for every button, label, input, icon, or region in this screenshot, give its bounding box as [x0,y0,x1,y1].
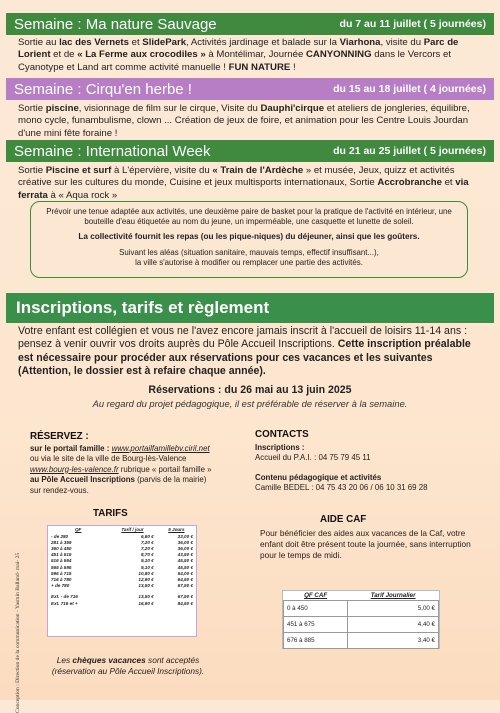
tarifs-cell: - de 280 [51,533,69,539]
intro-bold: Cette inscription préalable est nécessaire pour procéder aux réservations pour ces vacances et les suivantes [18,338,471,364]
cheques-line-2: (réservation au Pôle Accueil Inscriptions). [51,666,205,676]
inscriptions-label: Inscriptions : [255,443,305,452]
tarifs-cell: 13,50 € [138,594,154,600]
tarifs-cell: Ext. - de 716 [51,594,78,600]
tarifs-cell: 596 à 715 [51,570,72,576]
week-banner [6,78,494,100]
caf-cell: 3,40 € [348,633,439,649]
notice-meals: La collectivité fournit les repas (ou les pique-niques) du déjeuner, ainsi que les goûters. [78,232,420,241]
side-credit: Conception : Direction de la communication - Yasmin Balland- mai- 25 [15,552,21,713]
tarifs-cell: 281 à 359 [51,539,72,545]
tarifs-cell: 7,20 € [140,539,154,545]
notice-conditions: Suivant les aléas (situation sanitaire, mauvais temps, effectif insuffisant...), [119,248,379,257]
week-description-part: et [128,37,143,48]
pedagogy-label: Contenu pédagogique et activités [255,472,382,482]
cheques-line [28,655,228,666]
city-link[interactable]: www.bourg-les-valence.fr [30,464,119,474]
week-description-part: SlidePark [142,37,187,48]
cheques-note [28,655,228,677]
caf-cell: 676 à 885 [284,633,348,649]
week-description-part: Viarhona [339,37,381,48]
week-description-part: , visite du [380,37,424,48]
pedagogy-phone: Camille BEDEL : 04 75 43 20 06 / 06 10 31 69 28 [255,483,428,493]
week-description-part: ! [290,61,296,73]
week-description-part: Sortie [18,103,46,114]
week-description-part: Parc de Lorient [18,37,459,61]
contacts-block [255,443,485,494]
week-description-part: à Montélimar, Journée [205,49,306,61]
caf-cell: 5,00 € [348,601,439,617]
caf-row [284,617,439,633]
caf-table [283,591,439,649]
tarifs-cell: 451 à 515 [51,552,72,558]
week-description-part: « Train de l'Ardèche [212,165,304,176]
tarifs-header: Tarif / jour [121,527,144,532]
tarifs-cell: 10,80 € [138,570,154,576]
caf-header: QF CAF [284,591,348,601]
caf-title: AIDE CAF [320,514,367,525]
week-description-part: et [441,177,456,189]
caf-row [284,633,439,649]
tarifs-cell: 360 à 450 [51,545,72,551]
caf-table-box [282,590,440,649]
week-dates: du 7 au 11 juillet ( 5 journées) [339,18,486,30]
tarifs-cell: 8,70 € [140,552,154,558]
week-description-part: lac des Vernets [59,37,129,48]
tarifs-cell: 45,50 € [177,564,193,570]
week-description-part: FUN NATURE [228,61,291,73]
intro-text: Votre enfant est collégien et vous ne l'avez encore jamais inscrit à l'accueil de loisirs 11-14 ans : pensez à venir ouvrir vos droits auprès du Pôle Accueil Inscriptions. [18,325,468,351]
tarifs-cell: 565 à 595 [51,564,72,570]
week-description-part: CANYONNING [305,49,372,61]
week-description-part: Accrobranche [377,177,442,189]
tarifs-cell: 16,90 € [138,600,154,606]
tarifs-title: TARIFS [93,508,128,519]
week-banner [6,140,494,162]
week-description-part: Piscine et surf [45,165,112,176]
notice-conditions-2: la ville s'autorise à modifier ou remplacer une partie des activités. [135,258,363,267]
tarifs-cell: 67,50 € [177,594,193,600]
tarifs-cell: 67,50 € [177,583,193,589]
week-title: Semaine : Cirqu'en herbe ! [14,80,192,98]
caf-text: Pour bénéficier des aides aux vacances de la Caf, votre enfant doit être présent toute la journée, sans interruption pour le temps de midi. [260,528,471,560]
tarifs-cell: 45,50 € [177,558,193,564]
tarifs-cell: 36,00 € [177,545,193,551]
city-link-line [30,465,245,475]
week-description-part: Sortie [18,165,46,176]
week-description-part: « La Ferme aux crocodiles » [77,49,206,61]
reservation-advice: Au regard du projet pédagogique, il est préférable de réserver à la semaine. [92,398,408,409]
tarifs-cell: 33,00 € [177,533,193,539]
caf-cell: 451 à 675 [284,617,348,633]
intro-paren: (Attention, le dossier est à refaire chaque année). [18,365,266,378]
week-description [18,165,480,202]
tarifs-table-box [47,525,197,637]
contacts-title: CONTACTS [255,429,309,440]
tarifs-cell: 13,50 € [138,583,154,589]
notice-equipment: Prévoir une tenue adaptée aux activités, une deuxième paire de basket pour la pratique de l'activité en intérieur, une bouteille d'eau étiquetée au nom du jeune, un imperméable, une casquette et lunette de soleil. [46,207,452,226]
pai-line [30,475,245,485]
tarifs-cell: 64,50 € [177,576,193,582]
week-description-part: piscine [45,103,79,114]
portal-link[interactable]: www.portailfamillebv.ciril.net [111,444,210,453]
week-description-part: à L'épervière, visite du [111,165,213,176]
tarifs-cell: 9,10 € [140,558,154,564]
tarifs-cell: + de 780 [51,583,70,589]
week-description-part: dans le Vercors et Cyanotype et Land art comme activité manuelle ! [18,49,451,73]
week-dates: du 21 au 25 juillet ( 5 journées) [333,145,486,157]
tarifs-cell: 716 à 780 [51,576,72,582]
tarifs-cell: 84,50 € [177,600,193,606]
reservez-title: RÉSERVEZ : [30,431,89,442]
caf-header: Tarif Journalier [348,591,439,601]
pai-label: au Pôle Accueil Inscriptions [30,475,135,485]
week-title: Semaine : International Week [14,142,211,160]
week-description-part: à « Aqua rock » [47,189,118,201]
inscriptions-phone: Accueil du P.A.I. : 04 75 79 45 11 [255,453,371,463]
caf-row [284,601,439,617]
tarifs-cell: 7,20 € [140,545,154,551]
week-description-part: , visionnage de film sur le cirque, Visite du [78,103,261,114]
cheques-bold: chèques vacances [72,655,146,665]
cheques-post: sont acceptés [145,655,200,665]
inscriptions-banner: Inscriptions, tarifs et règlement [6,293,494,323]
week-description-part: » et musée, Jeux, quizz et activités créative sur les cultures du monde, Cuisine et jeux multisports internationaux, Sortie [18,165,455,189]
week-dates: du 15 au 18 juillet ( 4 journées) [333,83,486,95]
tarifs-cell: 6,60 € [140,533,154,539]
tarifs-row [48,600,196,606]
week-description-part: et de [50,49,78,61]
week-description-part: et ateliers de jongleries, équilibre, mono cycle, funambulisme, clown ... Création de jeux de foire, et animation pour les Centre Louis Jourdan d'une mini fête foraine ! [18,103,470,139]
week-description-part: Sortie au [18,37,60,48]
tarifs-cell: 516 à 564 [51,558,72,564]
inscriptions-intro [18,325,482,379]
pai-rest: (parvis de la mairie) [134,475,207,485]
tarifs-cell: 43,50 € [177,552,193,558]
portal-label: sur le portail famille : [30,444,110,453]
tarifs-header: 5 Jours [168,527,185,532]
tarifs-cell: 36,00 € [177,539,193,545]
caf-cell: 0 à 450 [284,601,348,617]
notice-box [30,201,468,278]
week-description [18,103,480,140]
appointment-line: sur rendez-vous. [30,485,89,495]
reservez-block [30,444,245,496]
tarifs-cell: 54,00 € [177,570,193,576]
week-description-part: Dauphi'cirque [260,103,325,114]
city-link-rest: rubrique « portail famille » [118,464,212,474]
tarifs-cell: 9,10 € [140,564,154,570]
portal-line [30,444,245,454]
cheques-pre: Les [56,655,73,665]
week-description-part: via ferrata [18,177,469,201]
week-banner [6,13,494,35]
city-site-line: ou via le site de la ville de Bourg-lès-Valence [30,454,187,464]
tarifs-cell: 12,90 € [138,576,154,582]
tarifs-table [48,526,196,606]
reservation-dates: Réservations : du 26 mai au 13 juin 2025 [148,384,352,396]
caf-cell: 4,40 € [348,617,439,633]
week-title: Semaine : Ma nature Sauvage [14,15,217,33]
week-description-part: , Activités jardinage et balade sur la [186,37,340,48]
tarifs-cell: Ext. 716 et + [51,600,78,606]
week-description [18,37,480,74]
tarifs-header: QF [74,527,82,532]
